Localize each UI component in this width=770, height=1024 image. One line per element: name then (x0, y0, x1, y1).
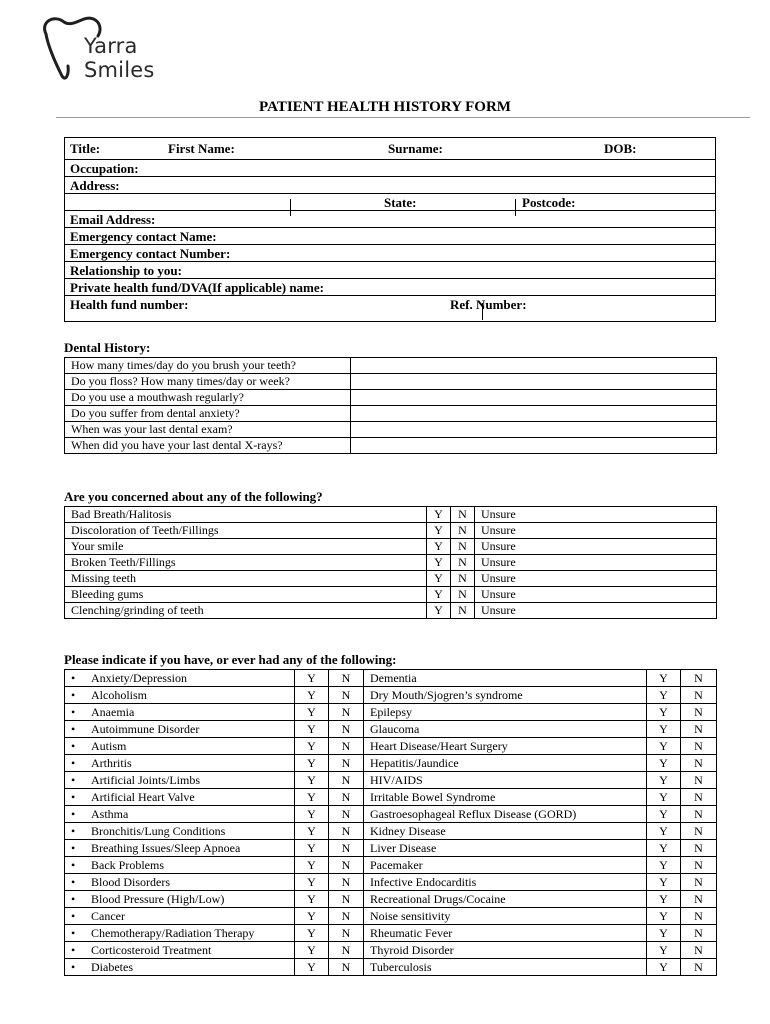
health-fund-number-field[interactable]: Health fund number: (70, 296, 189, 312)
dental-question: Do you use a mouthwash regularly? (65, 390, 351, 406)
concern-row (65, 555, 717, 571)
title-divider (56, 117, 750, 118)
concern-label: Missing teeth (65, 571, 427, 587)
condition-label: Kidney Disease (364, 823, 647, 840)
condition-no-option[interactable]: N (329, 704, 364, 721)
condition-yes-option[interactable]: Y (647, 772, 681, 789)
brand-logo (40, 16, 210, 82)
condition-yes-option[interactable]: Y (295, 772, 329, 789)
condition-row (65, 755, 717, 772)
concerns-heading: Are you concerned about any of the following? (64, 489, 323, 504)
condition-label (65, 772, 295, 789)
condition-no-option[interactable]: N (681, 908, 717, 925)
dental-question-row (65, 390, 717, 406)
form-title: PATIENT HEALTH HISTORY FORM (259, 99, 511, 115)
concern-no-option[interactable]: N (451, 571, 475, 587)
condition-text: Anxiety/Depression (91, 670, 187, 685)
condition-text: Blood Pressure (High/Low) (91, 891, 225, 906)
dental-question-row (65, 406, 717, 422)
condition-row (65, 908, 717, 925)
concern-yes-option[interactable]: Y (427, 555, 451, 571)
condition-text: Asthma (91, 806, 129, 821)
concern-no-option[interactable]: N (451, 587, 475, 603)
condition-label (65, 891, 295, 908)
condition-no-option[interactable]: N (681, 942, 717, 959)
postcode-field[interactable] (522, 194, 716, 211)
condition-label: Hepatitis/Jaundice (364, 755, 647, 772)
dental-history-heading: Dental History: (64, 340, 151, 355)
condition-row (65, 738, 717, 755)
condition-no-option[interactable]: N (329, 806, 364, 823)
dental-history-table (64, 357, 717, 454)
condition-label (65, 874, 295, 891)
ref-number-label: Ref. Number: (450, 296, 527, 312)
condition-label (65, 908, 295, 925)
condition-text: Arthritis (91, 755, 132, 770)
concern-unsure-option[interactable]: Unsure (475, 507, 717, 523)
conditions-table (64, 669, 717, 976)
postcode-label: Postcode: (522, 194, 576, 210)
bullet-icon: • (71, 840, 76, 855)
bullet-icon: • (71, 874, 76, 889)
condition-yes-option[interactable]: Y (647, 823, 681, 840)
condition-row (65, 959, 717, 976)
bullet-icon: • (71, 687, 76, 702)
concern-row (65, 539, 717, 555)
brand-name: Yarra Smiles (84, 34, 155, 82)
condition-row (65, 942, 717, 959)
condition-no-option[interactable]: N (329, 670, 364, 687)
condition-text: Breathing Issues/Sleep Apnoea (91, 840, 241, 855)
condition-row (65, 874, 717, 891)
dental-answer-field[interactable] (351, 358, 717, 374)
condition-label (65, 704, 295, 721)
condition-row (65, 670, 717, 687)
concern-unsure-option[interactable]: Unsure (475, 571, 717, 587)
dental-answer-field[interactable] (351, 422, 717, 438)
condition-label: HIV/AIDS (364, 772, 647, 789)
health-fund-name-field[interactable]: Private health fund/DVA(If applicable) name: (64, 279, 716, 296)
condition-label: Liver Disease (364, 840, 647, 857)
condition-yes-option[interactable]: Y (647, 959, 681, 976)
condition-label (65, 789, 295, 806)
bullet-icon: • (71, 806, 76, 821)
condition-text: Cancer (91, 908, 125, 923)
condition-label: Heart Disease/Heart Surgery (364, 738, 647, 755)
condition-no-option[interactable]: N (681, 806, 717, 823)
condition-row (65, 721, 717, 738)
condition-text: Artificial Joints/Limbs (91, 772, 200, 787)
condition-text: Autism (91, 738, 127, 753)
bullet-icon: • (71, 704, 76, 719)
condition-text: Anaemia (91, 704, 135, 719)
condition-yes-option[interactable]: Y (647, 670, 681, 687)
condition-no-option[interactable]: N (681, 772, 717, 789)
condition-yes-option[interactable]: Y (647, 755, 681, 772)
dob-field[interactable]: DOB: (598, 137, 716, 160)
concern-label: Bad Breath/Halitosis (65, 507, 427, 523)
condition-no-option[interactable]: N (329, 959, 364, 976)
condition-text: Autoimmune Disorder (91, 721, 200, 736)
condition-label (65, 857, 295, 874)
condition-yes-option[interactable]: Y (295, 670, 329, 687)
condition-yes-option[interactable]: Y (295, 755, 329, 772)
concern-row (65, 603, 717, 619)
condition-no-option[interactable]: N (329, 772, 364, 789)
condition-row (65, 840, 717, 857)
condition-yes-option[interactable]: Y (295, 857, 329, 874)
condition-no-option[interactable]: N (681, 738, 717, 755)
condition-text: Corticosteroid Treatment (91, 942, 212, 957)
condition-yes-option[interactable]: Y (647, 908, 681, 925)
condition-label (65, 959, 295, 976)
condition-label: Gastroesophageal Reflux Disease (GORD) (364, 806, 647, 823)
dental-question: When was your last dental exam? (65, 422, 351, 438)
condition-yes-option[interactable]: Y (295, 823, 329, 840)
condition-no-option[interactable]: N (681, 687, 717, 704)
condition-yes-option[interactable]: Y (295, 908, 329, 925)
concern-unsure-option[interactable]: Unsure (475, 587, 717, 603)
concern-unsure-option[interactable]: Unsure (475, 523, 717, 539)
condition-label: Rheumatic Fever (364, 925, 647, 942)
condition-yes-option[interactable]: Y (295, 789, 329, 806)
condition-yes-option[interactable]: Y (295, 738, 329, 755)
condition-no-option[interactable]: N (329, 840, 364, 857)
bullet-icon: • (71, 857, 76, 872)
concern-no-option[interactable]: N (451, 523, 475, 539)
condition-yes-option[interactable]: Y (295, 959, 329, 976)
concern-yes-option[interactable]: Y (427, 507, 451, 523)
concern-yes-option[interactable]: Y (427, 571, 451, 587)
dental-question: Do you suffer from dental anxiety? (65, 406, 351, 422)
condition-yes-option[interactable]: Y (295, 721, 329, 738)
concern-yes-option[interactable]: Y (427, 587, 451, 603)
bullet-icon: • (71, 908, 76, 923)
condition-label: Dry Mouth/Sjogren’s syndrome (364, 687, 647, 704)
concern-yes-option[interactable]: Y (427, 539, 451, 555)
condition-yes-option[interactable]: Y (647, 857, 681, 874)
dental-answer-field[interactable] (351, 406, 717, 422)
condition-yes-option[interactable]: Y (647, 721, 681, 738)
concern-label: Clenching/grinding of teeth (65, 603, 427, 619)
condition-row (65, 925, 717, 942)
condition-label (65, 755, 295, 772)
concern-no-option[interactable]: N (451, 539, 475, 555)
bullet-icon: • (71, 755, 76, 770)
emergency-name-field[interactable]: Emergency contact Name: (64, 228, 716, 245)
condition-yes-option[interactable]: Y (295, 925, 329, 942)
condition-yes-option[interactable]: Y (647, 738, 681, 755)
condition-label: Pacemaker (364, 857, 647, 874)
condition-no-option[interactable]: N (329, 721, 364, 738)
condition-text: Blood Disorders (91, 874, 170, 889)
condition-label: Dementia (364, 670, 647, 687)
first-name-field[interactable]: First Name: (162, 137, 290, 160)
condition-label (65, 925, 295, 942)
concern-row (65, 523, 717, 539)
condition-no-option[interactable]: N (681, 840, 717, 857)
condition-label (65, 738, 295, 755)
condition-no-option[interactable]: N (329, 755, 364, 772)
dental-question-row (65, 438, 717, 454)
condition-row (65, 789, 717, 806)
bullet-icon: • (71, 925, 76, 940)
concern-row (65, 571, 717, 587)
concern-row (65, 587, 717, 603)
concern-yes-option[interactable]: Y (427, 603, 451, 619)
condition-yes-option[interactable]: Y (647, 704, 681, 721)
bullet-icon: • (71, 891, 76, 906)
patient-details-table (64, 137, 716, 312)
dental-question: Do you floss? How many times/day or week? (65, 374, 351, 390)
condition-no-option[interactable]: N (681, 789, 717, 806)
condition-no-option[interactable]: N (329, 687, 364, 704)
concern-unsure-option[interactable]: Unsure (475, 603, 717, 619)
condition-label (65, 670, 295, 687)
condition-no-option[interactable]: N (681, 755, 717, 772)
dental-question-row (65, 358, 717, 374)
condition-row (65, 891, 717, 908)
bullet-icon: • (71, 738, 76, 753)
condition-no-option[interactable]: N (329, 925, 364, 942)
title-field[interactable]: Title: (64, 137, 162, 160)
concern-row (65, 507, 717, 523)
condition-yes-option[interactable]: Y (647, 840, 681, 857)
ref-number-field[interactable] (450, 296, 716, 313)
state-label: State: (384, 194, 417, 210)
condition-label: Glaucoma (364, 721, 647, 738)
condition-no-option[interactable]: N (329, 738, 364, 755)
condition-yes-option[interactable]: Y (647, 891, 681, 908)
concern-no-option[interactable]: N (451, 603, 475, 619)
condition-yes-option[interactable]: Y (295, 687, 329, 704)
dental-question-row (65, 374, 717, 390)
condition-yes-option[interactable]: Y (295, 840, 329, 857)
condition-no-option[interactable]: N (681, 891, 717, 908)
concern-unsure-option[interactable]: Unsure (475, 555, 717, 571)
condition-yes-option[interactable]: Y (647, 874, 681, 891)
concern-no-option[interactable]: N (451, 555, 475, 571)
condition-no-option[interactable]: N (329, 908, 364, 925)
surname-field[interactable]: Surname: (382, 137, 486, 160)
condition-no-option[interactable]: N (329, 857, 364, 874)
condition-label: Tuberculosis (364, 959, 647, 976)
condition-text: Diabetes (91, 959, 133, 974)
dental-question: How many times/day do you brush your teeth? (65, 358, 351, 374)
condition-yes-option[interactable]: Y (295, 942, 329, 959)
emergency-number-field[interactable]: Emergency contact Number: (64, 245, 716, 262)
condition-label (65, 942, 295, 959)
condition-label: Epilepsy (364, 704, 647, 721)
concern-label: Bleeding gums (65, 587, 427, 603)
condition-label (65, 687, 295, 704)
dental-answer-field[interactable] (351, 438, 717, 454)
condition-label: Recreational Drugs/Cocaine (364, 891, 647, 908)
concern-label: Broken Teeth/Fillings (65, 555, 427, 571)
condition-row (65, 772, 717, 789)
condition-row (65, 704, 717, 721)
condition-no-option[interactable]: N (681, 721, 717, 738)
conditions-heading: Please indicate if you have, or ever had any of the following: (64, 652, 397, 667)
condition-label: Infective Endocarditis (364, 874, 647, 891)
bullet-icon: • (71, 823, 76, 838)
condition-row (65, 823, 717, 840)
dental-answer-field[interactable] (351, 374, 717, 390)
condition-no-option[interactable]: N (329, 942, 364, 959)
concern-yes-option[interactable]: Y (427, 523, 451, 539)
condition-row (65, 857, 717, 874)
occupation-field[interactable]: Occupation: (64, 160, 716, 177)
condition-yes-option[interactable]: Y (647, 687, 681, 704)
condition-row (65, 687, 717, 704)
condition-yes-option[interactable]: Y (647, 806, 681, 823)
condition-no-option[interactable]: N (681, 925, 717, 942)
condition-no-option[interactable]: N (681, 857, 717, 874)
condition-text: Alcoholism (91, 687, 147, 702)
concern-no-option[interactable]: N (451, 507, 475, 523)
condition-label: Thyroid Disorder (364, 942, 647, 959)
condition-yes-option[interactable]: Y (647, 925, 681, 942)
condition-yes-option[interactable]: Y (295, 704, 329, 721)
condition-no-option[interactable]: N (681, 704, 717, 721)
condition-label (65, 823, 295, 840)
condition-label (65, 840, 295, 857)
condition-no-option[interactable]: N (329, 891, 364, 908)
condition-no-option[interactable]: N (681, 874, 717, 891)
bullet-icon: • (71, 772, 76, 787)
concern-label: Discoloration of Teeth/Fillings (65, 523, 427, 539)
condition-label: Noise sensitivity (364, 908, 647, 925)
condition-no-option[interactable]: N (329, 874, 364, 891)
condition-yes-option[interactable]: Y (295, 891, 329, 908)
condition-label: Irritable Bowel Syndrome (364, 789, 647, 806)
concern-label: Your smile (65, 539, 427, 555)
dental-answer-field[interactable] (351, 390, 717, 406)
email-field[interactable]: Email Address: (64, 211, 716, 228)
bullet-icon: • (71, 670, 76, 685)
condition-text: Back Problems (91, 857, 164, 872)
address-field[interactable]: Address: (64, 177, 716, 194)
relationship-field[interactable]: Relationship to you: (64, 262, 716, 279)
dental-question: When did you have your last dental X-rays? (65, 438, 351, 454)
condition-yes-option[interactable]: Y (647, 942, 681, 959)
condition-no-option[interactable]: N (329, 823, 364, 840)
dental-question-row (65, 422, 717, 438)
condition-label (65, 721, 295, 738)
condition-text: Artificial Heart Valve (91, 789, 195, 804)
bullet-icon: • (71, 959, 76, 974)
condition-no-option[interactable]: N (681, 670, 717, 687)
condition-text: Chemotherapy/Radiation Therapy (91, 925, 255, 940)
concerns-table (64, 506, 717, 619)
concern-unsure-option[interactable]: Unsure (475, 539, 717, 555)
condition-text: Bronchitis/Lung Conditions (91, 823, 226, 838)
condition-label (65, 806, 295, 823)
bullet-icon: • (71, 942, 76, 957)
bullet-icon: • (71, 721, 76, 736)
condition-yes-option[interactable]: Y (295, 874, 329, 891)
condition-no-option[interactable]: N (329, 789, 364, 806)
condition-no-option[interactable]: N (681, 823, 717, 840)
condition-yes-option[interactable]: Y (647, 789, 681, 806)
condition-yes-option[interactable]: Y (295, 806, 329, 823)
condition-row (65, 806, 717, 823)
condition-no-option[interactable]: N (681, 959, 717, 976)
bullet-icon: • (71, 789, 76, 804)
